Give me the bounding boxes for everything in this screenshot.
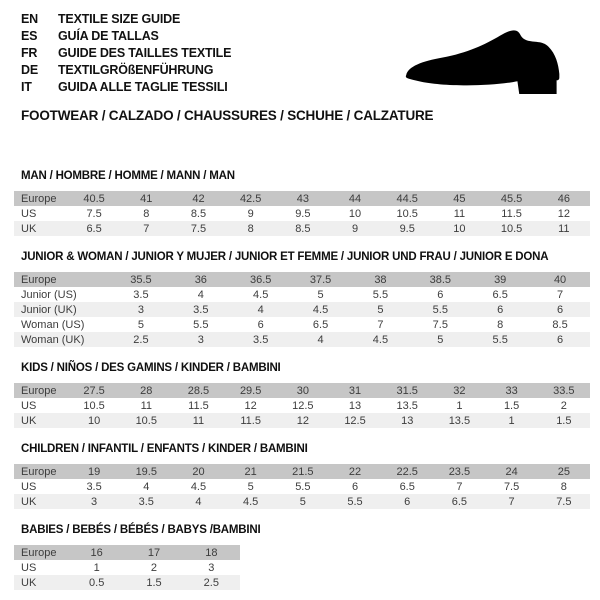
- language-code: FR: [21, 46, 38, 60]
- size-cell: 4.5: [312, 303, 329, 316]
- size-table: [14, 191, 590, 236]
- size-cell: 17: [147, 546, 161, 559]
- size-cell: 10: [348, 207, 362, 220]
- size-cell: 3: [208, 561, 215, 574]
- size-cell: 8.5: [190, 207, 207, 220]
- size-cell: 11.5: [188, 399, 209, 412]
- size-cell: 8.5: [295, 222, 311, 235]
- size-table-section: [14, 443, 590, 509]
- row-label: Europe: [21, 273, 57, 286]
- size-cell: 5: [317, 288, 324, 301]
- size-table: [14, 464, 590, 509]
- size-cell: 9.5: [295, 207, 311, 220]
- size-cell: 12: [244, 399, 257, 412]
- size-cell: 4: [317, 333, 324, 346]
- size-cell: 7: [143, 222, 150, 235]
- size-cell: 40: [553, 273, 567, 286]
- table-title: CHILDREN / INFANTIL / ENFANTS / KINDER / BAMBINI: [21, 443, 308, 455]
- size-cell: 4.5: [243, 495, 259, 508]
- size-cell: 5: [437, 333, 444, 346]
- language-row-es: [21, 29, 231, 46]
- language-code: EN: [21, 12, 38, 26]
- size-cell: 41: [140, 192, 153, 205]
- size-cell: 13.5: [448, 414, 471, 427]
- size-cell: 2: [560, 399, 567, 412]
- language-code: ES: [21, 29, 38, 43]
- size-cell: 3: [137, 303, 144, 316]
- table-row: [14, 287, 590, 302]
- table-row: [14, 221, 590, 236]
- size-cell: 7.5: [86, 207, 102, 220]
- size-cell: 21: [244, 465, 257, 478]
- size-cell: 16: [90, 546, 103, 559]
- size-cell: 6: [437, 288, 444, 301]
- size-cell: 36: [194, 273, 207, 286]
- language-row-en: [21, 12, 231, 29]
- language-code: IT: [21, 80, 32, 94]
- language-title: GUÍA DE TALLAS: [58, 29, 159, 43]
- size-cell: 3.5: [86, 480, 102, 493]
- table-row: [14, 464, 590, 479]
- size-cell: 11.5: [501, 207, 522, 220]
- size-cell: 18: [205, 546, 218, 559]
- size-cell: 13: [401, 414, 414, 427]
- size-cell: 3: [197, 333, 204, 346]
- size-cell: 28: [140, 384, 153, 397]
- size-cell: 28.5: [187, 384, 210, 397]
- size-table-section: [14, 251, 590, 347]
- size-cell: 21.5: [292, 465, 314, 478]
- row-label: Europe: [21, 465, 57, 478]
- size-tables: [14, 162, 590, 590]
- language-title: GUIDE DES TAILLES TEXTILE: [58, 46, 232, 60]
- size-cell: 42.5: [239, 192, 262, 205]
- size-cell: 10.5: [500, 222, 523, 235]
- size-cell: 7.5: [556, 495, 572, 508]
- size-table: [14, 545, 240, 590]
- size-cell: 7: [508, 495, 515, 508]
- size-cell: 4.5: [190, 480, 207, 493]
- size-cell: 13: [348, 399, 362, 412]
- table-title: KIDS / NIÑOS / DES GAMINS / KINDER / BAMBINI: [21, 362, 281, 374]
- size-table: [14, 383, 590, 428]
- size-cell: 10.5: [135, 414, 157, 427]
- size-cell: 19: [87, 465, 101, 478]
- dress-shoe-icon: [393, 22, 589, 104]
- size-cell: 20: [192, 465, 205, 478]
- size-cell: 12: [296, 414, 309, 427]
- size-cell: 38: [374, 273, 387, 286]
- size-cell: 7: [377, 318, 384, 331]
- table-row: [14, 206, 590, 221]
- row-label: Europe: [21, 192, 57, 205]
- size-cell: 8: [247, 222, 254, 235]
- table-row: [14, 545, 240, 560]
- size-cell: 31.5: [396, 384, 418, 397]
- size-cell: 2: [150, 561, 158, 574]
- size-cell: 24: [505, 465, 518, 478]
- size-cell: 36.5: [249, 273, 272, 286]
- table-title: MAN / HOMBRE / HOMME / MANN / MAN: [21, 170, 235, 182]
- size-cell: 3.5: [138, 495, 154, 508]
- row-label: Junior (UK): [21, 303, 77, 316]
- size-cell: 4.5: [372, 333, 389, 346]
- size-cell: 46: [557, 192, 570, 205]
- size-cell: 9: [351, 222, 359, 235]
- size-cell: 6: [557, 333, 564, 346]
- size-cell: 4: [197, 288, 204, 301]
- table-row: [14, 317, 590, 332]
- size-cell: 6: [557, 303, 564, 316]
- table-row: [14, 332, 590, 347]
- language-title: TEXTILE SIZE GUIDE: [58, 12, 181, 26]
- size-cell: 6: [257, 318, 264, 331]
- size-cell: 8: [497, 318, 504, 331]
- size-cell: 11: [140, 399, 152, 412]
- table-row: [14, 560, 240, 575]
- row-label: Europe: [21, 384, 57, 397]
- size-cell: 6.5: [492, 288, 508, 301]
- size-cell: 31: [348, 384, 362, 397]
- size-cell: 5: [299, 495, 306, 508]
- row-label: UK: [21, 414, 37, 427]
- size-cell: 11: [453, 207, 466, 220]
- row-label: Woman (US): [21, 318, 85, 331]
- size-cell: 6.5: [399, 480, 415, 493]
- language-title: GUIDA ALLE TAGLIE TESSILI: [58, 80, 228, 94]
- row-label: US: [21, 207, 37, 220]
- size-cell: 29.5: [239, 384, 262, 397]
- size-cell: 9.5: [399, 222, 415, 235]
- size-cell: 8.5: [552, 318, 568, 331]
- size-cell: 37.5: [309, 273, 332, 286]
- size-cell: 0.5: [89, 576, 105, 589]
- size-cell: 4.5: [253, 288, 269, 301]
- table-row: [14, 575, 240, 590]
- size-cell: 42: [192, 192, 205, 205]
- size-cell: 11: [558, 222, 570, 235]
- size-cell: 22.5: [396, 465, 418, 478]
- size-cell: 2.5: [133, 333, 149, 346]
- category-heading: FOOTWEAR / CALZADO / CHAUSSURES / SCHUHE / CALZATURE: [21, 108, 434, 123]
- size-cell: 10.5: [83, 399, 105, 412]
- size-cell: 5: [247, 480, 254, 493]
- table-row: [14, 413, 590, 428]
- table-row: [14, 383, 590, 398]
- size-cell: 45.5: [500, 192, 523, 205]
- size-cell: 1.5: [556, 414, 572, 427]
- size-table-section: [14, 362, 590, 428]
- size-cell: 45: [453, 192, 466, 205]
- size-cell: 6: [404, 495, 411, 508]
- size-cell: 1: [93, 561, 100, 574]
- size-cell: 33.5: [553, 384, 575, 397]
- row-label: UK: [21, 495, 37, 508]
- size-cell: 1: [508, 414, 515, 427]
- size-cell: 1: [456, 399, 463, 412]
- size-cell: 5.5: [372, 288, 389, 301]
- row-label: UK: [21, 222, 37, 235]
- row-label: US: [21, 480, 37, 493]
- size-cell: 7.5: [432, 318, 448, 331]
- language-title: TEXTILGRÖßENFÜHRUNG: [58, 63, 214, 77]
- size-cell: 13.5: [396, 399, 418, 412]
- size-cell: 44: [348, 192, 362, 205]
- size-cell: 12: [557, 207, 570, 220]
- size-cell: 27.5: [83, 384, 105, 397]
- size-cell: 30: [296, 384, 309, 397]
- size-cell: 5: [377, 303, 384, 316]
- size-cell: 3.5: [133, 288, 149, 301]
- row-label: Europe: [21, 546, 57, 559]
- size-cell: 3.5: [253, 333, 269, 346]
- size-cell: 23.5: [448, 465, 471, 478]
- row-label: UK: [21, 576, 37, 589]
- size-cell: 25: [557, 465, 570, 478]
- size-cell: 6.5: [451, 495, 468, 508]
- row-label: US: [21, 561, 37, 574]
- language-header-block: [21, 12, 231, 97]
- table-row: [14, 398, 590, 413]
- size-cell: 6.5: [86, 222, 102, 235]
- size-cell: 10.5: [396, 207, 418, 220]
- size-cell: 12.5: [292, 399, 314, 412]
- language-row-de: [21, 63, 231, 80]
- size-cell: 35.5: [130, 273, 152, 286]
- size-cell: 1.5: [146, 576, 162, 589]
- size-cell: 3.5: [193, 303, 209, 316]
- size-cell: 9: [247, 207, 254, 220]
- table-title: BABIES / BEBÉS / BÉBÉS / BABYS /BAMBINI: [21, 524, 261, 536]
- size-cell: 4: [257, 303, 264, 316]
- size-table-section: [14, 524, 590, 590]
- size-cell: 8: [143, 207, 150, 220]
- size-cell: 4: [143, 480, 150, 493]
- size-cell: 38.5: [429, 273, 452, 286]
- size-cell: 5.5: [492, 333, 508, 346]
- size-cell: 10: [453, 222, 466, 235]
- size-cell: 32: [453, 384, 466, 397]
- size-cell: 44.5: [396, 192, 418, 205]
- size-cell: 6: [351, 480, 359, 493]
- table-row: [14, 479, 590, 494]
- size-cell: 40.5: [83, 192, 105, 205]
- size-cell: 2.5: [203, 576, 219, 589]
- size-cell: 33: [505, 384, 518, 397]
- size-cell: 5.5: [193, 318, 209, 331]
- size-cell: 4: [195, 495, 202, 508]
- size-cell: 12.5: [344, 414, 366, 427]
- table-row: [14, 272, 590, 287]
- size-cell: 8: [560, 480, 567, 493]
- size-cell: 5.5: [295, 480, 311, 493]
- size-cell: 43: [296, 192, 309, 205]
- size-cell: 5.5: [432, 303, 448, 316]
- size-cell: 7.5: [190, 222, 207, 235]
- size-cell: 7: [456, 480, 463, 493]
- language-code: DE: [21, 63, 38, 77]
- size-table: [14, 272, 590, 347]
- size-cell: 22: [348, 465, 362, 478]
- size-cell: 7.5: [503, 480, 520, 493]
- size-table-section: [14, 170, 590, 236]
- size-cell: 11: [192, 414, 205, 427]
- row-label: Junior (US): [21, 288, 77, 301]
- language-row-it: [21, 80, 231, 97]
- size-cell: 5.5: [347, 495, 363, 508]
- size-cell: 19.5: [135, 465, 157, 478]
- size-cell: 6: [497, 303, 504, 316]
- size-cell: 7: [557, 288, 564, 301]
- size-cell: 1.5: [503, 399, 520, 412]
- table-title: JUNIOR & WOMAN / JUNIOR Y MUJER / JUNIOR ET FEMME / JUNIOR UND FRAU / JUNIOR E DONA: [21, 251, 549, 263]
- table-row: [14, 191, 590, 206]
- row-label: Woman (UK): [21, 333, 85, 346]
- size-cell: 3: [91, 495, 98, 508]
- size-cell: 11.5: [240, 414, 261, 427]
- size-cell: 5: [137, 318, 144, 331]
- language-row-fr: [21, 46, 231, 63]
- row-label: US: [21, 399, 37, 412]
- size-cell: 39: [494, 273, 507, 286]
- table-row: [14, 302, 590, 317]
- size-cell: 10: [87, 414, 101, 427]
- size-cell: 6.5: [312, 318, 329, 331]
- table-row: [14, 494, 590, 509]
